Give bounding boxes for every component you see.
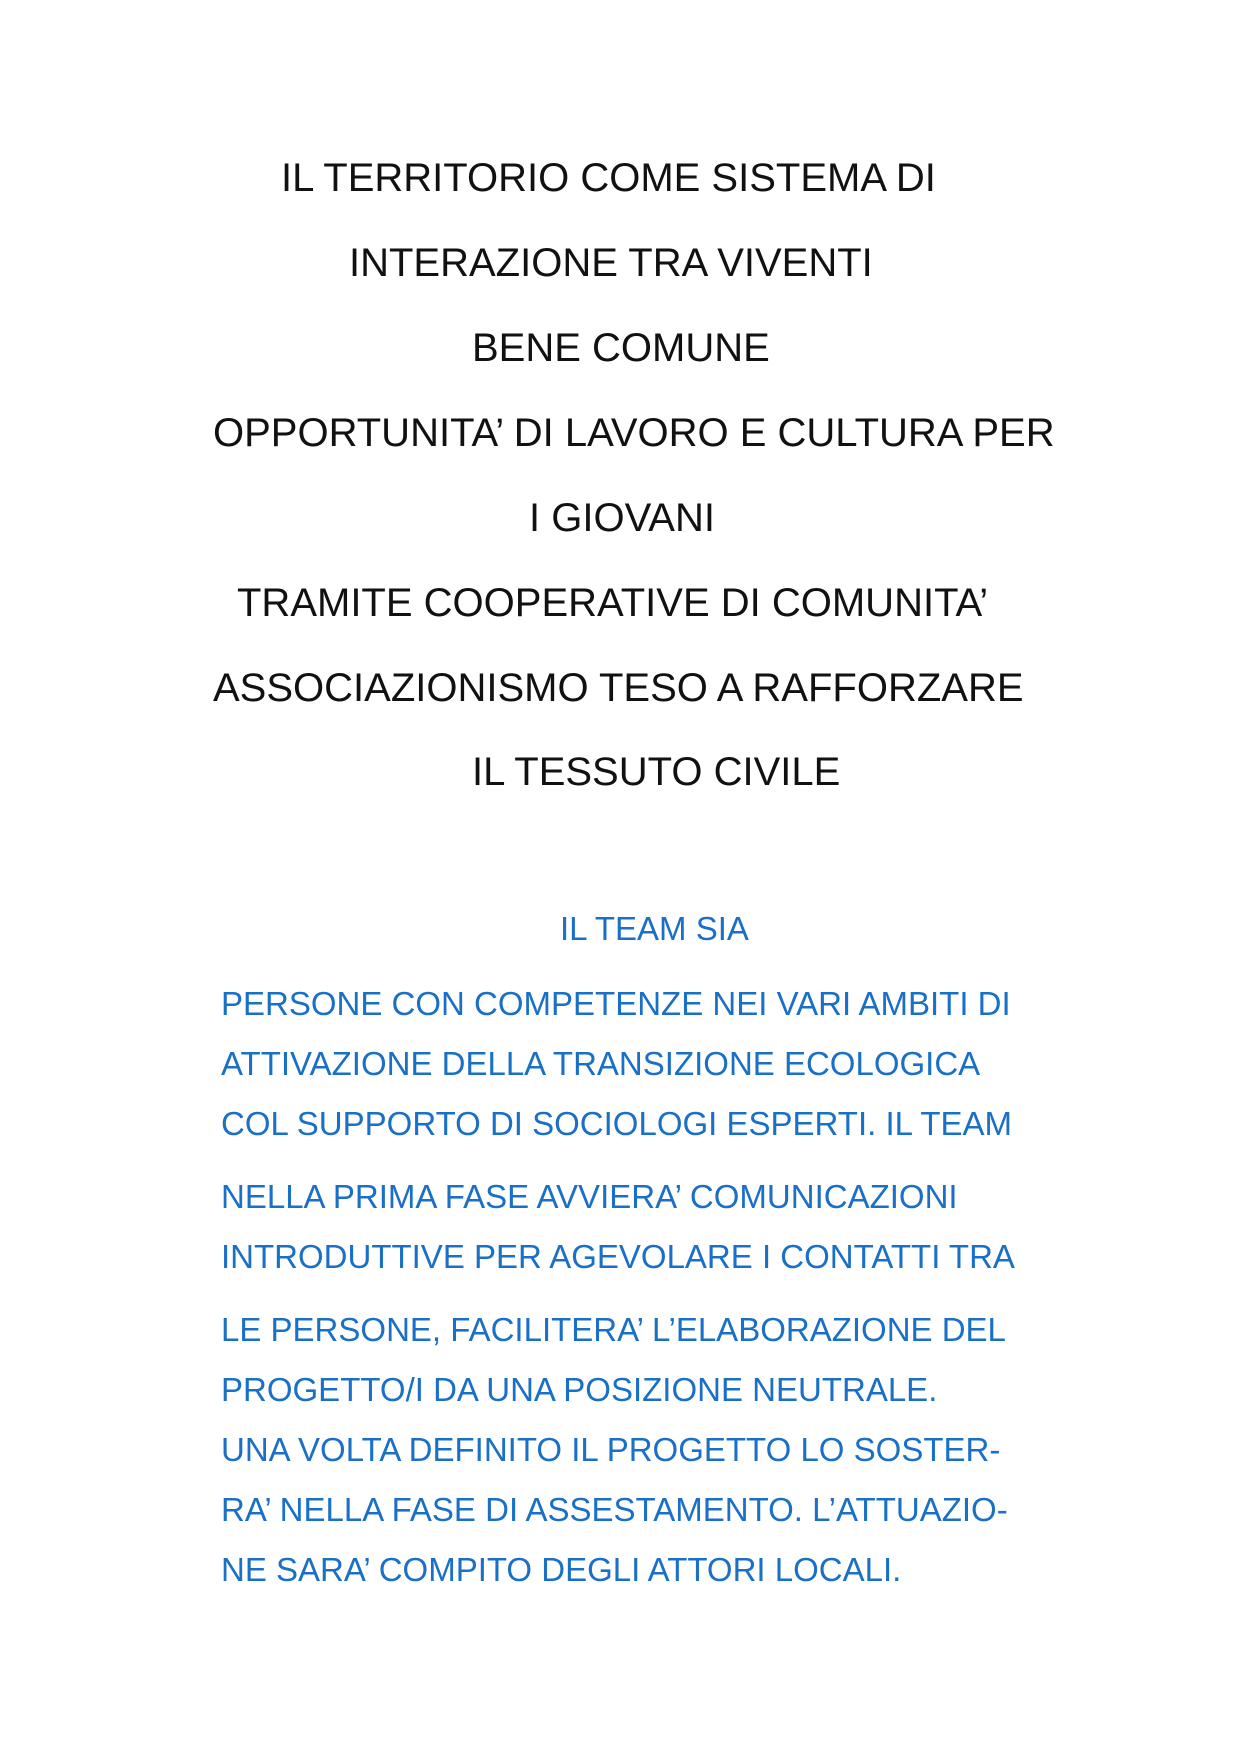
heading-line-8: IL TESSUTO CIVILE (472, 750, 841, 794)
team-line-2: ATTIVAZIONE DELLA TRANSIZIONE ECOLOGICA (221, 1045, 981, 1082)
heading-line-4: OPPORTUNITA’ DI LAVORO E CULTURA PER (213, 411, 1055, 455)
team-line-6: LE PERSONE, FACILITERA’ L’ELABORAZIONE DEL (221, 1311, 1006, 1348)
heading-line-2: INTERAZIONE TRA VIVENTI (349, 241, 873, 285)
team-line-8: UNA VOLTA DEFINITO IL PROGETTO LO SOSTER- (221, 1431, 1001, 1468)
heading-line-5: I GIOVANI (529, 496, 715, 540)
team-line-9: RA’ NELLA FASE DI ASSESTAMENTO. L’ATTUAZIO- (221, 1491, 1008, 1528)
heading-line-1: IL TERRITORIO COME SISTEMA DI (281, 156, 936, 200)
team-line-4: NELLA PRIMA FASE AVVIERA’ COMUNICAZIONI (221, 1178, 958, 1215)
team-title: IL TEAM SIA (560, 910, 749, 947)
team-line-7: PROGETTO/I DA UNA POSIZIONE NEUTRALE. (221, 1371, 938, 1408)
heading-line-7: ASSOCIAZIONISMO TESO A RAFFORZARE (213, 666, 1024, 710)
team-line-5: INTRODUTTIVE PER AGEVOLARE I CONTATTI TRA (221, 1238, 1015, 1275)
heading-line-6: TRAMITE COOPERATIVE DI COMUNITA’ (237, 581, 989, 625)
heading-line-3: BENE COMUNE (472, 326, 770, 370)
team-line-10: NE SARA’ COMPITO DEGLI ATTORI LOCALI. (221, 1551, 902, 1588)
team-line-1: PERSONE CON COMPETENZE NEI VARI AMBITI DI (221, 985, 1011, 1022)
team-line-3: COL SUPPORTO DI SOCIOLOGI ESPERTI. IL TEAM (221, 1105, 1012, 1142)
